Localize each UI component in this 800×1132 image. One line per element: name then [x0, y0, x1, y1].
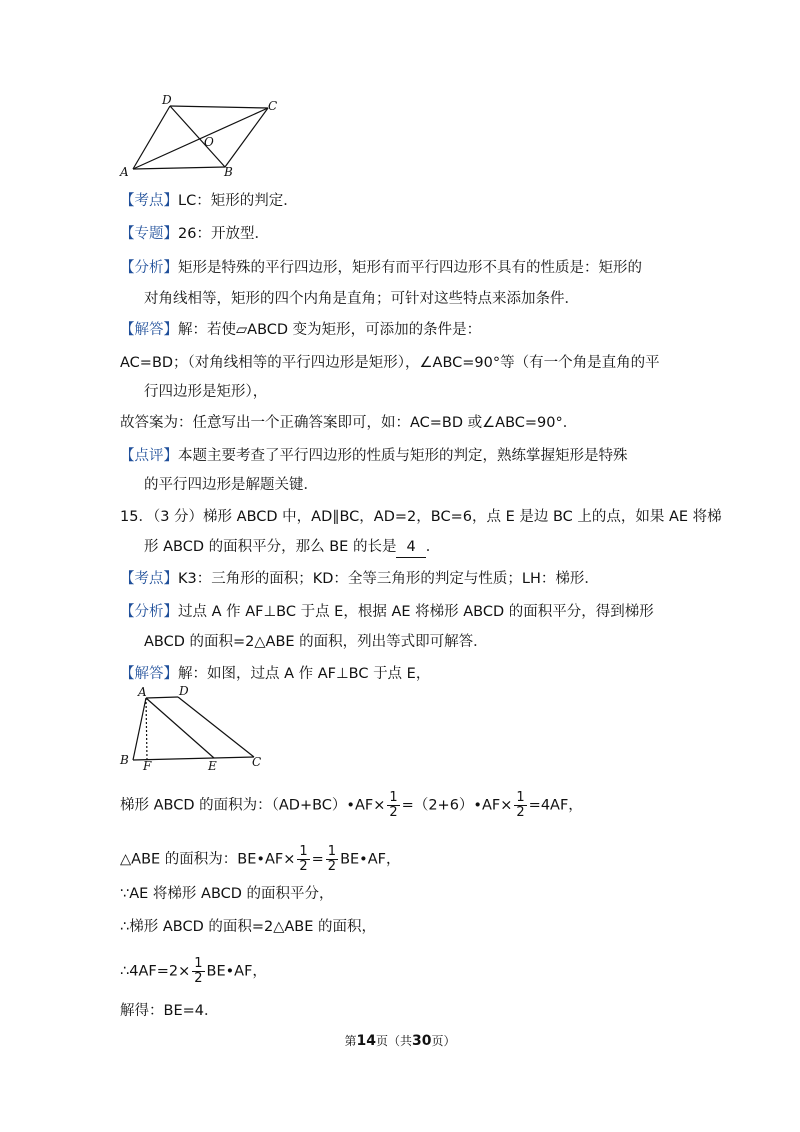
eq-trapezoid-area: 梯形 ABCD 的面积为：（AD+BC）•AF× $\frac{1}{2}$ =（2+6）•AF× $\frac{1}{2}$ =4AF， — [120, 790, 583, 820]
page-total: 30 — [412, 1033, 432, 1049]
eq-therefore-2: ∴4AF=2× $\frac{1}{2}$ BE•AF， — [120, 956, 267, 986]
q14-zhuanti: 【专题】26：开放型． — [120, 226, 269, 242]
eq-therefore-1: ∴梯形 ABCD 的面积=2△ABE 的面积， — [120, 919, 377, 935]
eq-because: ∵AE 将梯形 ABCD 的面积平分， — [120, 886, 334, 902]
q14-answer-1: AC=BD；（对角线相等的平行四边形是矩形），∠ABC=90°等（有一个角是直角的平 — [120, 355, 660, 371]
label-D: D — [179, 684, 189, 698]
label-B: B — [224, 165, 233, 179]
trapezoid-figure — [116, 684, 276, 772]
fraction-half: $\frac{1}{2}$ — [194, 956, 203, 986]
q14-fenxi: 【分析】矩形是特殊的平行四边形，矩形有而平行四边形不具有的性质是：矩形的 — [120, 260, 642, 276]
q14-fenxi-cont: 对角线相等，矩形的四个内角是直角；可针对这些特点来添加条件． — [144, 291, 579, 307]
q15-stem: 15．（3 分）梯形 ABCD 中，AD∥BC，AD=2，BC=6，点 E 是边 BC 上的点，如果 AE 将梯 — [120, 509, 722, 525]
label-A: A — [138, 685, 147, 699]
parallelogram-figure — [118, 94, 288, 180]
q15-kaodian: 【考点】K3：三角形的面积；KD：全等三角形的判定与性质；LH：梯形． — [120, 571, 599, 587]
label-C: C — [268, 99, 278, 113]
q14-dianping-cont: 的平行四边形是解题关键． — [144, 477, 318, 493]
label-O: O — [204, 135, 214, 149]
page-footer: 第14页（共30页） — [344, 1033, 456, 1049]
label-E: E — [208, 759, 217, 772]
q15-fenxi-cont: ABCD 的面积=2△ABE 的面积，列出等式即可解答． — [144, 634, 488, 650]
q14-answer-3: 故答案为：任意写出一个正确答案即可，如：AC=BD 或∠ABC=90°． — [120, 415, 578, 431]
label-B: B — [120, 753, 129, 767]
fraction-half: $\frac{1}{2}$ — [299, 844, 308, 874]
fraction-half: $\frac{1}{2}$ — [516, 790, 525, 820]
eq-solution: 解得：BE=4． — [120, 1003, 219, 1019]
label-D: D — [162, 94, 172, 107]
q14-jieda: 【解答】解：若使▱ABCD 变为矩形，可添加的条件是： — [120, 322, 482, 338]
label-F: F — [143, 759, 152, 772]
eq-triangle-area: △ABE 的面积为：BE•AF× $\frac{1}{2}$ = $\frac{1}{2}$ BE•AF， — [120, 844, 401, 874]
q15-stem-cont: 形 ABCD 的面积平分，那么 BE 的长是 4 ． — [144, 537, 440, 558]
q14-answer-2: 行四边形是矩形）， — [144, 384, 268, 400]
answer-blank: 4 — [396, 537, 425, 558]
page-number: 14 — [356, 1033, 376, 1049]
fraction-half: $\frac{1}{2}$ — [327, 844, 337, 874]
label-A: A — [120, 165, 129, 179]
fraction-half: $\frac{1}{2}$ — [389, 790, 398, 820]
label-C: C — [252, 755, 262, 769]
q15-jieda: 【解答】解：如图，过点 A 作 AF⊥BC 于点 E， — [120, 666, 431, 682]
q14-dianping: 【点评】本题主要考查了平行四边形的性质与矩形的判定，熟练掌握矩形是特殊 — [120, 448, 628, 464]
q15-fenxi: 【分析】过点 A 作 AF⊥BC 于点 E，根据 AE 将梯形 ABCD 的面积平分，得到梯形 — [120, 604, 654, 620]
q14-kaodian: 【考点】LC：矩形的判定． — [120, 193, 298, 209]
